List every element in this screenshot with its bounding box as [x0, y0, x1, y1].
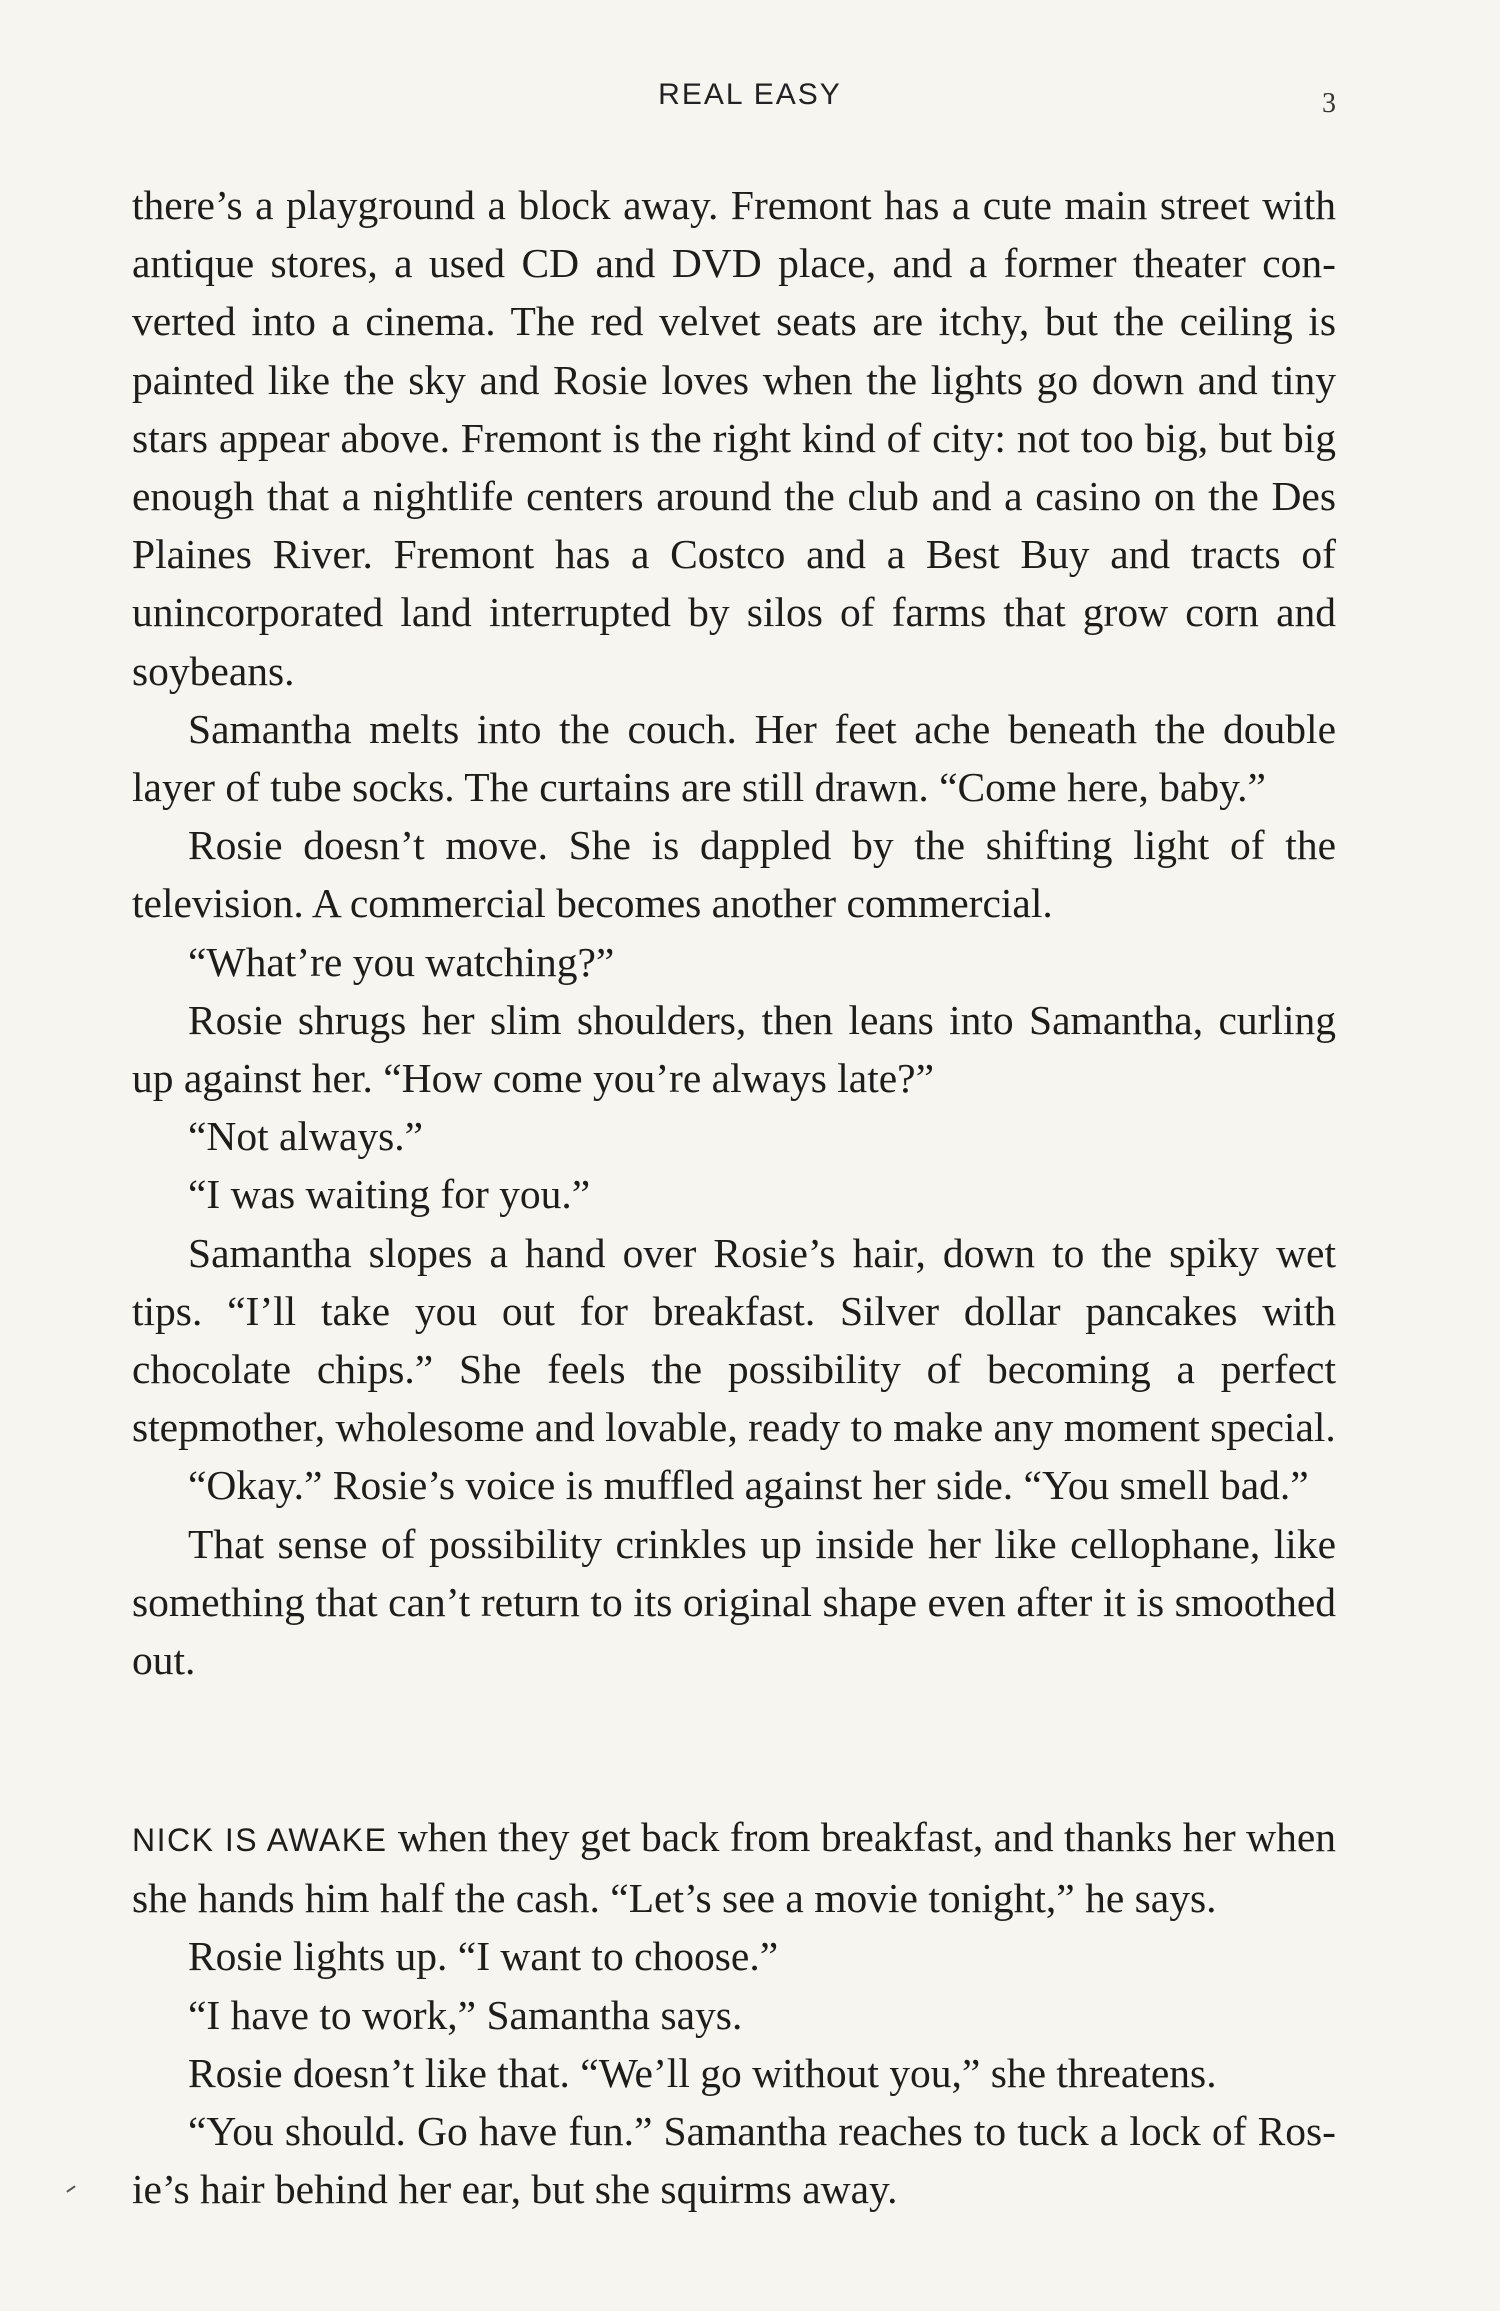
paragraph: That sense of possibility crinkles up inside her like cellophane, like something that can’t return to its original shape even after it is smoothed out. — [132, 1520, 1336, 1684]
section-lead-in: NICK IS AWAKE — [132, 1822, 388, 1858]
paragraph-text: when they get back from breakfast, and thanks her when she hands him half the cash. “Let’s see a movie tonight,” he says. — [132, 1814, 1336, 1922]
paragraph: Rosie shrugs her slim shoulders, then leans into Samantha, curling up against her. “How come you’re always late?” — [132, 996, 1336, 1102]
paragraph: “What’re you watching?” — [188, 938, 615, 985]
body-text-section-1 — [132, 176, 1336, 1689]
section-opening-paragraph — [132, 1808, 1336, 1927]
paragraph: “Okay.” Rosie’s voice is muffled against her side. “You smell bad.” — [188, 1462, 1309, 1509]
paragraph: there’s a playground a block away. Fremont has a cute main street with antique stores, a used CD and DVD place, and a former theater converted into a cinema. The red velvet seats are itchy, but the ceiling is painted like the sky and Rosie loves when the lights go down and tiny stars appear above. Fremont is the right kind of city: not too big, but big enough that a nightlife centers around the club and a casino on the Des Plaines River. Fremont has a Costco and a Best Buy and tracts of unincorporated land interrupted by silos of farms that grow corn and soybeans. — [132, 182, 1336, 694]
paragraph: “I have to work,” Samantha says. — [188, 1991, 743, 2038]
paragraph: Rosie lights up. “I want to choose.” — [188, 1933, 779, 1980]
paragraph: Rosie doesn’t move. She is dappled by the shifting light of the television. A commercial becomes another commercial. — [132, 822, 1336, 927]
paragraph: Rosie doesn’t like that. “We’ll go without you,” she threatens. — [188, 2049, 1217, 2096]
paragraph: “Not always.” — [188, 1113, 424, 1160]
paragraph: Samantha melts into the couch. Her feet ache beneath the double layer of tube socks. The curtains are still drawn. “Come here, baby.” — [132, 705, 1336, 811]
running-head: REAL EASY — [658, 78, 842, 111]
paragraph: “You should. Go have fun.” Samantha reaches to tuck a lock of Rosie’s hair behind her ear, but she squirms away. — [132, 2108, 1336, 2213]
scan-speck — [66, 2185, 75, 2192]
body-text-section-2 — [132, 1808, 1336, 2218]
paragraph: Samantha slopes a hand over Rosie’s hair, down to the spiky wet tips. “I’ll take you out for breakfast. Silver dollar pancakes with chocolate chips.” She feels the possibility of becoming a perfect stepmother, wholesome and lovable, ready to make any moment special. — [132, 1229, 1336, 1451]
paragraph: “I was waiting for you.” — [188, 1171, 591, 1218]
page-number: 3 — [1322, 88, 1336, 119]
